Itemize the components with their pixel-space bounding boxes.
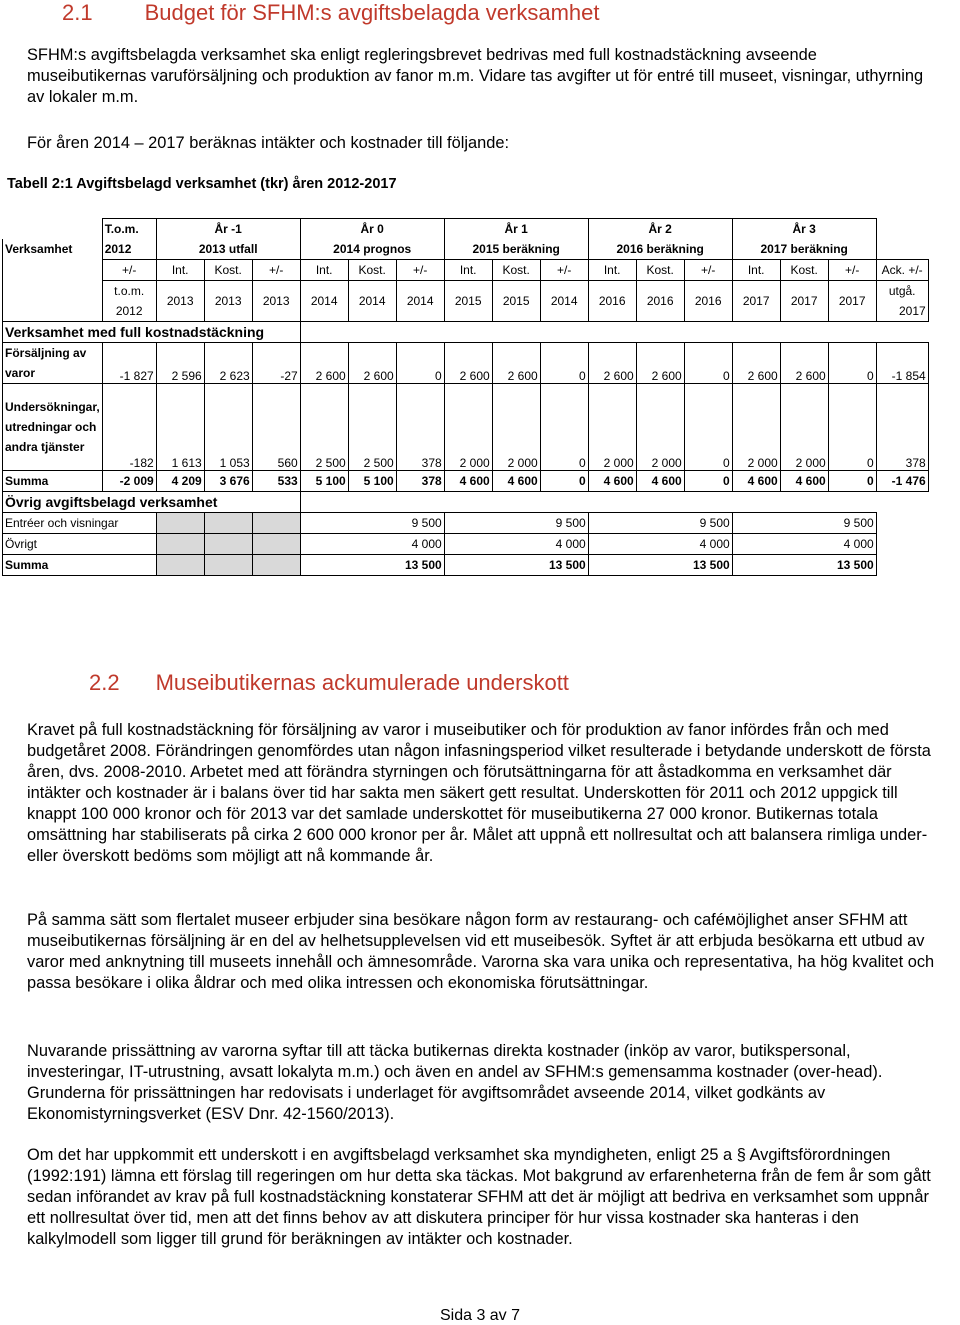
cell: 2 600 — [636, 343, 684, 384]
cell: 2 000 — [636, 384, 684, 471]
section-full-cost: Verksamhet med full kostnadstäckning — [3, 322, 301, 343]
cell: 2 600 — [732, 343, 780, 384]
cell: 9 500 — [588, 513, 732, 534]
subheader: Int. — [300, 260, 348, 281]
cell: 378 — [876, 384, 928, 471]
year-label-3: År 1 — [444, 219, 588, 240]
table-row — [3, 343, 929, 384]
cell: 2 600 — [780, 343, 828, 384]
tom-header: T.o.m. — [102, 219, 156, 240]
budget-table — [2, 218, 929, 576]
table-row — [3, 384, 929, 471]
year-label-2: År 0 — [300, 219, 444, 240]
cell: 4 600 — [588, 471, 636, 492]
cell: 4 600 — [492, 471, 540, 492]
subheader: Int. — [588, 260, 636, 281]
summa-row — [3, 471, 929, 492]
cell: 2 000 — [444, 384, 492, 471]
cell: 2 000 — [732, 384, 780, 471]
row-label: Övrigt — [3, 534, 157, 555]
cell: 378 — [396, 471, 444, 492]
year-sub-2: 2014 prognos — [300, 239, 444, 260]
row-label: Summa — [3, 555, 157, 576]
year-sub-4: 2016 beräkning — [588, 239, 732, 260]
year-sub-1: 2013 utfall — [156, 239, 300, 260]
intro-paragraph: SFHM:s avgiftsbelagda verksamhet ska enligt regleringsbrevet bedrivas med full kostnadstäckning avseende museibutikernas varuförsäljning och produktion av fanor m.m. Vidare tas avgifter ut för entré till museet, visningar, uthyrning av lokaler m.m. — [27, 46, 924, 106]
subheader: Int. — [156, 260, 204, 281]
year-cell: 2014 — [540, 281, 588, 322]
cell: 0 — [828, 471, 876, 492]
cell: 0 — [396, 343, 444, 384]
year-cell: 2013 — [252, 281, 300, 322]
row-label: Undersökningar, utredningar och andra tjänster — [3, 384, 103, 471]
table-row — [3, 555, 929, 576]
cell: 0 — [828, 384, 876, 471]
cell: 4 209 — [156, 471, 204, 492]
section-heading-2-2 — [89, 670, 569, 696]
cell: 5 100 — [348, 471, 396, 492]
cell: 9 500 — [732, 513, 876, 534]
cell: 560 — [252, 384, 300, 471]
cell: 4 600 — [636, 471, 684, 492]
cell: 533 — [252, 471, 300, 492]
section-number: 2.1 — [62, 0, 93, 25]
year-label-5: År 3 — [732, 219, 876, 240]
cell: 0 — [828, 343, 876, 384]
cell: 4 000 — [300, 534, 444, 555]
year-cell: 2017 — [780, 281, 828, 322]
subheader: +/- — [684, 260, 732, 281]
cell: 2 600 — [348, 343, 396, 384]
year-cell: 2015 — [492, 281, 540, 322]
cell: -182 — [102, 384, 156, 471]
year-cell: 2014 — [348, 281, 396, 322]
year-cell: 2012 — [102, 301, 156, 322]
cell: 0 — [540, 471, 588, 492]
cell: 13 500 — [588, 555, 732, 576]
cell: 2 623 — [204, 343, 252, 384]
verksamhet-header: Verksamhet — [3, 239, 103, 260]
paragraph: Om det har uppkommit ett underskott i en avgiftsbelagd verksamhet ska myndigheten, enligt 25 a § Avgiftsförordningen (1992:191) lämna ett förslag till regeringen om hur detta ska täckas. Mot bakgrund av erfarenheterna från de fem år som gått sedan införandet av krav på full kostnadstäckning konstaterar SFHM att det är möjligt att bedriva en verksamhet som uppnår ett nollresultat över tid, men att det finns behov av att diskutera principer för hur vissa kostnader ska hanteras i den kalkylmodell som ligger till grund för beräkningen av intäkter och kostnader. — [27, 1146, 931, 1248]
cell: 4 600 — [780, 471, 828, 492]
year-label-4: År 2 — [588, 219, 732, 240]
cell: 0 — [540, 343, 588, 384]
paragraph: Kravet på full kostnadstäckning för försäljning av varor i museibutiker och för produktion av fanor infördes från och med budgetåret 2008. Förändringen genomfördes utan någon infasningsperiod vilket resulterade i betydande underskott de första åren, dvs. 2008-2010. Arbetet med att förändra styrningen och förutsättningarna för att åstadkomma en verksamhet där intäkter och kostnader är i balans över tid har sakta men säkert gett resultat. Underskotten för 2011 och 2012 uppgick till knappt 100 000 kronor och för 2013 var det samlade underskottet för museibutikerna 27 000 kronor. Butikernas totala omsättning har stabiliserats på cirka 2 600 000 kronor per år. Målet att uppnå ett nollresultat och att balansera rimliga under- eller överskott bedöms som möjligt att nå kommande år. — [27, 721, 931, 865]
cell: 2 600 — [588, 343, 636, 384]
subheader: +/- — [252, 260, 300, 281]
cell: 0 — [684, 471, 732, 492]
cell: -1 854 — [876, 343, 928, 384]
cell: 2 500 — [348, 384, 396, 471]
table-row — [3, 534, 929, 555]
year-cell: 2016 — [636, 281, 684, 322]
section-other: Övrig avgiftsbelagd verksamhet — [3, 492, 301, 513]
cell: 2 000 — [492, 384, 540, 471]
row-label: Entréer och visningar — [3, 513, 157, 534]
year-cell: 2016 — [588, 281, 636, 322]
year-cell: 2014 — [396, 281, 444, 322]
column-year-row — [3, 281, 929, 302]
cell: 9 500 — [300, 513, 444, 534]
cell: 4 600 — [732, 471, 780, 492]
cell: 1 613 — [156, 384, 204, 471]
cell: -1 827 — [102, 343, 156, 384]
cell: -27 — [252, 343, 300, 384]
subheader: Kost. — [492, 260, 540, 281]
cell: -2 009 — [102, 471, 156, 492]
year-cell: 2014 — [300, 281, 348, 322]
year-cell: 2017 — [828, 281, 876, 322]
cell: 0 — [540, 384, 588, 471]
year-cell: 2017 — [876, 301, 928, 322]
cell: 13 500 — [444, 555, 588, 576]
year-cell: t.o.m. — [102, 281, 156, 302]
subheader: +/- — [102, 260, 156, 281]
row-label: Försäljning av varor — [3, 343, 103, 384]
cell: 13 500 — [300, 555, 444, 576]
cell: 2 600 — [492, 343, 540, 384]
subheader: Ack. +/- — [876, 260, 928, 281]
tom-year: 2012 — [102, 239, 156, 260]
section-number: 2.2 — [89, 670, 120, 695]
cell: 2 600 — [300, 343, 348, 384]
cell: 2 600 — [444, 343, 492, 384]
cell: 2 500 — [300, 384, 348, 471]
year-cell: utgå. — [876, 281, 928, 302]
subheader: +/- — [828, 260, 876, 281]
subheader: Kost. — [636, 260, 684, 281]
section-heading-2-1 — [62, 0, 599, 26]
cell: 9 500 — [444, 513, 588, 534]
cell: 0 — [684, 343, 732, 384]
paragraph: På samma sätt som flertalet museer erbjuder sina besökare någon form av restaurang- och caféмöjlighet anser SFHM att museibutikernas försäljning är en del av helhetsupplevelsen vid ett museibesök. Syftet är att erbjuda besökarna ett utbud av varor med anknytning till museets innehåll och ämnesområde. Varorna ska vara unika och representativa, ha hög kvalitet och passa besökare i olika åldrar och med olika intressen och ekonomiska förutsättningar. — [27, 911, 935, 992]
section-title: Budget för SFHM:s avgiftsbelagda verksamhet — [144, 0, 600, 25]
table-caption: Tabell 2:1 Avgiftsbelagd verksamhet (tkr) åren 2012-2017 — [7, 176, 397, 192]
row-label: Summa — [3, 471, 103, 492]
cell: 13 500 — [732, 555, 876, 576]
column-subheader-row — [3, 260, 929, 281]
cell: 1 053 — [204, 384, 252, 471]
subheader: +/- — [540, 260, 588, 281]
table-row — [3, 513, 929, 534]
cell: 2 000 — [588, 384, 636, 471]
year-label-1: År -1 — [156, 219, 300, 240]
cell: 5 100 — [300, 471, 348, 492]
year-cell: 2016 — [684, 281, 732, 322]
subheader: +/- — [396, 260, 444, 281]
year-cell: 2015 — [444, 281, 492, 322]
page-footer: Sida 3 av 7 — [439, 1307, 521, 1324]
subheader: Int. — [732, 260, 780, 281]
section-title: Museibutikernas ackumulerade underskott — [155, 670, 569, 695]
cell: 3 676 — [204, 471, 252, 492]
year-cell: 2013 — [204, 281, 252, 322]
cell: 0 — [684, 384, 732, 471]
subheader: Int. — [444, 260, 492, 281]
subheader: Kost. — [204, 260, 252, 281]
cell: 4 000 — [588, 534, 732, 555]
subheader: Kost. — [348, 260, 396, 281]
cell: 2 596 — [156, 343, 204, 384]
year-cell: 2017 — [732, 281, 780, 322]
cell: 4 000 — [444, 534, 588, 555]
year-sub-5: 2017 beräkning — [732, 239, 876, 260]
cell: -1 476 — [876, 471, 928, 492]
cell: 2 000 — [780, 384, 828, 471]
subheader: Kost. — [780, 260, 828, 281]
cell: 378 — [396, 384, 444, 471]
years-paragraph: För åren 2014 – 2017 beräknas intäkter och kostnader till följande: — [27, 134, 510, 152]
paragraph: Nuvarande prissättning av varorna syftar till att täcka butikernas direkta kostnader (inköp av varor, butikspersonal, investeringar, IT-utrustning, avsatt lokalyta m.m.) och även en andel av SFHM:s gemensamma kostnader (over-head). Grunderna för prissättningen har redovisats i underlaget för avgiftsområdet avseende 2014, vilket godkänts av Ekonomistyrningsverket (ESV Dnr. 42-1560/2013). — [27, 1042, 883, 1123]
year-cell: 2013 — [156, 281, 204, 322]
cell: 4 600 — [444, 471, 492, 492]
cell: 4 000 — [732, 534, 876, 555]
year-sub-3: 2015 beräkning — [444, 239, 588, 260]
